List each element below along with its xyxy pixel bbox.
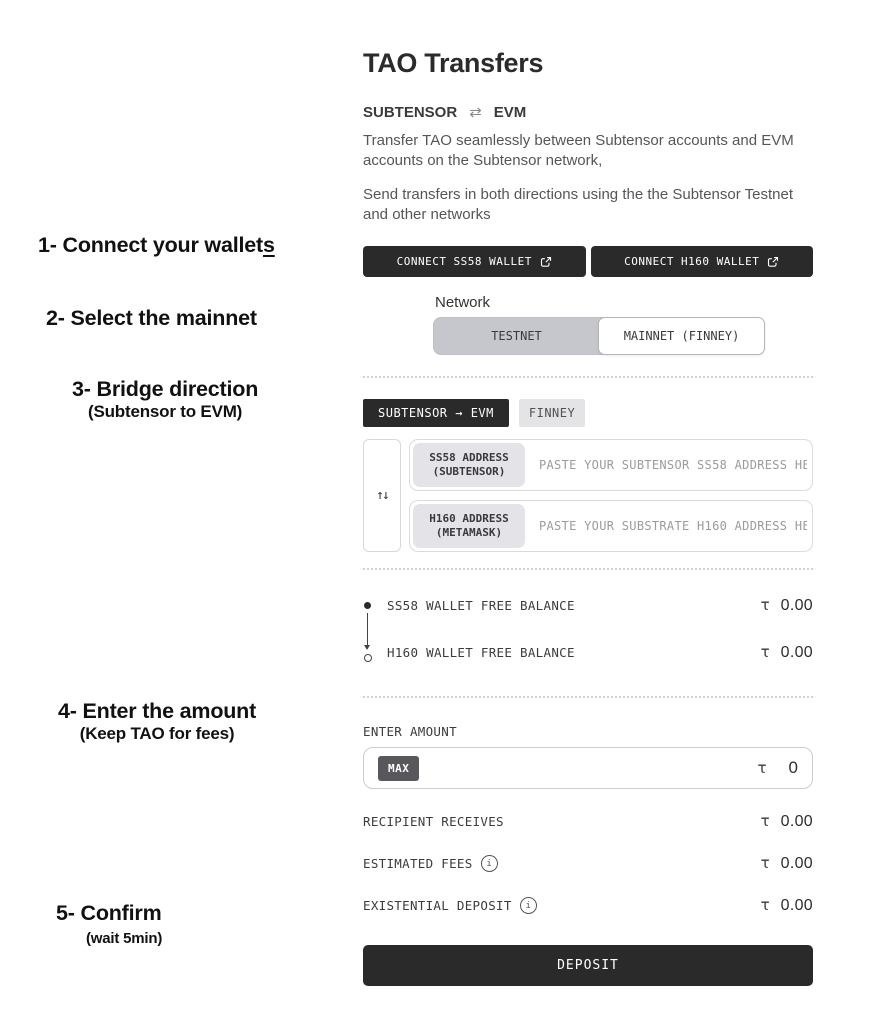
h160-address-label xyxy=(413,504,525,548)
estimated-fees-left xyxy=(363,855,498,872)
ss58-balance-row xyxy=(387,596,813,614)
annotation-step1-label: 1- Connect your wallet xyxy=(38,233,263,257)
connect-buttons-row xyxy=(363,246,813,277)
amount-number: 0 xyxy=(788,758,798,777)
swap-vertical-icon: ↑↓ xyxy=(376,488,388,503)
existential-deposit-label: EXISTENTIAL DEPOSIT xyxy=(363,898,512,913)
h160-label-line2: (METAMASK) xyxy=(435,526,503,539)
recipient-receives-amount: 0.00 xyxy=(780,813,813,830)
flow-arrow-line xyxy=(367,613,368,646)
estimated-fees-value xyxy=(761,854,813,873)
ss58-label-line1: SS58 ADDRESS xyxy=(429,451,509,465)
recipient-receives-value xyxy=(761,812,813,831)
annotation-step1 xyxy=(38,233,275,258)
network-toggle-mainnet[interactable]: MAINNET (FINNEY) xyxy=(598,317,765,355)
source-dot-icon xyxy=(364,602,371,609)
tau-symbol: τ xyxy=(760,595,770,614)
ss58-address-group xyxy=(409,439,813,491)
info-icon[interactable]: i xyxy=(481,855,498,872)
swap-vertical-button[interactable] xyxy=(363,439,401,552)
external-link-icon xyxy=(767,256,779,268)
connect-h160-wallet-button[interactable] xyxy=(591,246,814,277)
h160-address-input[interactable] xyxy=(525,518,809,534)
network-toggle-testnet[interactable]: TESTNET xyxy=(434,318,599,354)
divider xyxy=(363,376,813,378)
annotation-step4 xyxy=(58,699,256,744)
address-inputs-panel xyxy=(363,439,813,552)
annotation-step4-label: 4- Enter the amount xyxy=(58,699,257,723)
existential-deposit-value xyxy=(761,896,813,915)
annotation-step4-sub: (Keep TAO for fees) xyxy=(79,724,235,743)
ss58-balance-label: SS58 WALLET FREE BALANCE xyxy=(387,597,575,613)
balances-section xyxy=(363,596,813,668)
recipient-receives-row xyxy=(363,812,813,831)
annotation-step5-sub: (wait 5min) xyxy=(86,930,163,947)
annotation-step3-sub: (Subtensor to EVM) xyxy=(88,402,243,421)
swap-horizontal-icon: ⇄ xyxy=(469,104,482,121)
tau-symbol: τ xyxy=(760,812,770,830)
amount-value xyxy=(758,758,799,778)
max-button[interactable]: MAX xyxy=(378,756,419,781)
estimated-fees-row xyxy=(363,854,813,873)
network-name-badge: FINNEY xyxy=(519,399,585,427)
annotation-step2-label: 2- Select the mainnet xyxy=(46,306,257,330)
tau-symbol: τ xyxy=(757,759,767,777)
info-icon[interactable]: i xyxy=(520,897,537,914)
existential-deposit-row xyxy=(363,896,813,915)
tau-symbol: τ xyxy=(760,642,770,661)
estimated-fees-amount: 0.00 xyxy=(780,855,813,872)
description-line2: Send transfers in both directions using the the Subtensor Testnet and other networks xyxy=(363,185,793,223)
existential-deposit-amount: 0.00 xyxy=(780,897,813,914)
annotation-step2 xyxy=(46,306,257,331)
annotation-step3 xyxy=(72,377,258,422)
subheader-to: EVM xyxy=(493,103,527,121)
tau-symbol: τ xyxy=(760,854,770,872)
h160-label-line1: H160 ADDRESS xyxy=(429,512,509,526)
destination-circle-icon xyxy=(364,654,372,662)
divider xyxy=(363,568,813,570)
bridge-direction-row xyxy=(363,399,813,427)
flow-arrow-head-icon xyxy=(364,645,370,650)
enter-amount-label: ENTER AMOUNT xyxy=(363,724,457,739)
h160-balance-row xyxy=(387,643,813,661)
estimated-fees-label: ESTIMATED FEES xyxy=(363,856,473,871)
ss58-address-label xyxy=(413,443,525,487)
annotation-step1-underline: s xyxy=(262,233,275,257)
direction-subheader xyxy=(363,103,813,121)
h160-balance-amount: 0.00 xyxy=(780,643,813,661)
address-column xyxy=(409,439,813,552)
deposit-button[interactable]: DEPOSIT xyxy=(363,945,813,986)
description-line1: Transfer TAO seamlessly between Subtensor accounts and EVM accounts on the Subtensor network, xyxy=(363,132,794,170)
annotation-step3-label: 3- Bridge direction xyxy=(72,377,259,401)
ss58-label-line2: (SUBTENSOR) xyxy=(432,465,506,478)
annotation-step5-label: 5- Confirm xyxy=(56,901,162,925)
subheader-from: SUBTENSOR xyxy=(363,103,458,121)
network-label: Network xyxy=(435,294,491,311)
recipient-receives-label: RECIPIENT RECEIVES xyxy=(363,814,504,829)
ss58-balance-value xyxy=(761,596,813,615)
ss58-balance-amount: 0.00 xyxy=(780,596,813,614)
network-toggle xyxy=(433,317,765,355)
recipient-receives-left xyxy=(363,814,504,829)
connect-ss58-wallet-button[interactable] xyxy=(363,246,586,277)
divider xyxy=(363,696,813,698)
bridge-direction-badge[interactable]: SUBTENSOR → EVM xyxy=(363,399,509,427)
existential-deposit-left xyxy=(363,897,537,914)
tau-symbol: τ xyxy=(760,896,770,914)
annotation-step5 xyxy=(56,901,162,947)
connect-h160-label: CONNECT H160 WALLET xyxy=(624,255,760,268)
h160-balance-label: H160 WALLET FREE BALANCE xyxy=(387,644,575,660)
external-link-icon xyxy=(540,256,552,268)
h160-address-group xyxy=(409,500,813,552)
amount-input-box[interactable] xyxy=(363,747,813,789)
h160-balance-value xyxy=(761,643,813,662)
connect-ss58-label: CONNECT SS58 WALLET xyxy=(396,255,532,268)
ss58-address-input[interactable] xyxy=(525,457,809,473)
page-title: TAO Transfers xyxy=(363,48,544,78)
bridge-panel xyxy=(363,48,813,986)
